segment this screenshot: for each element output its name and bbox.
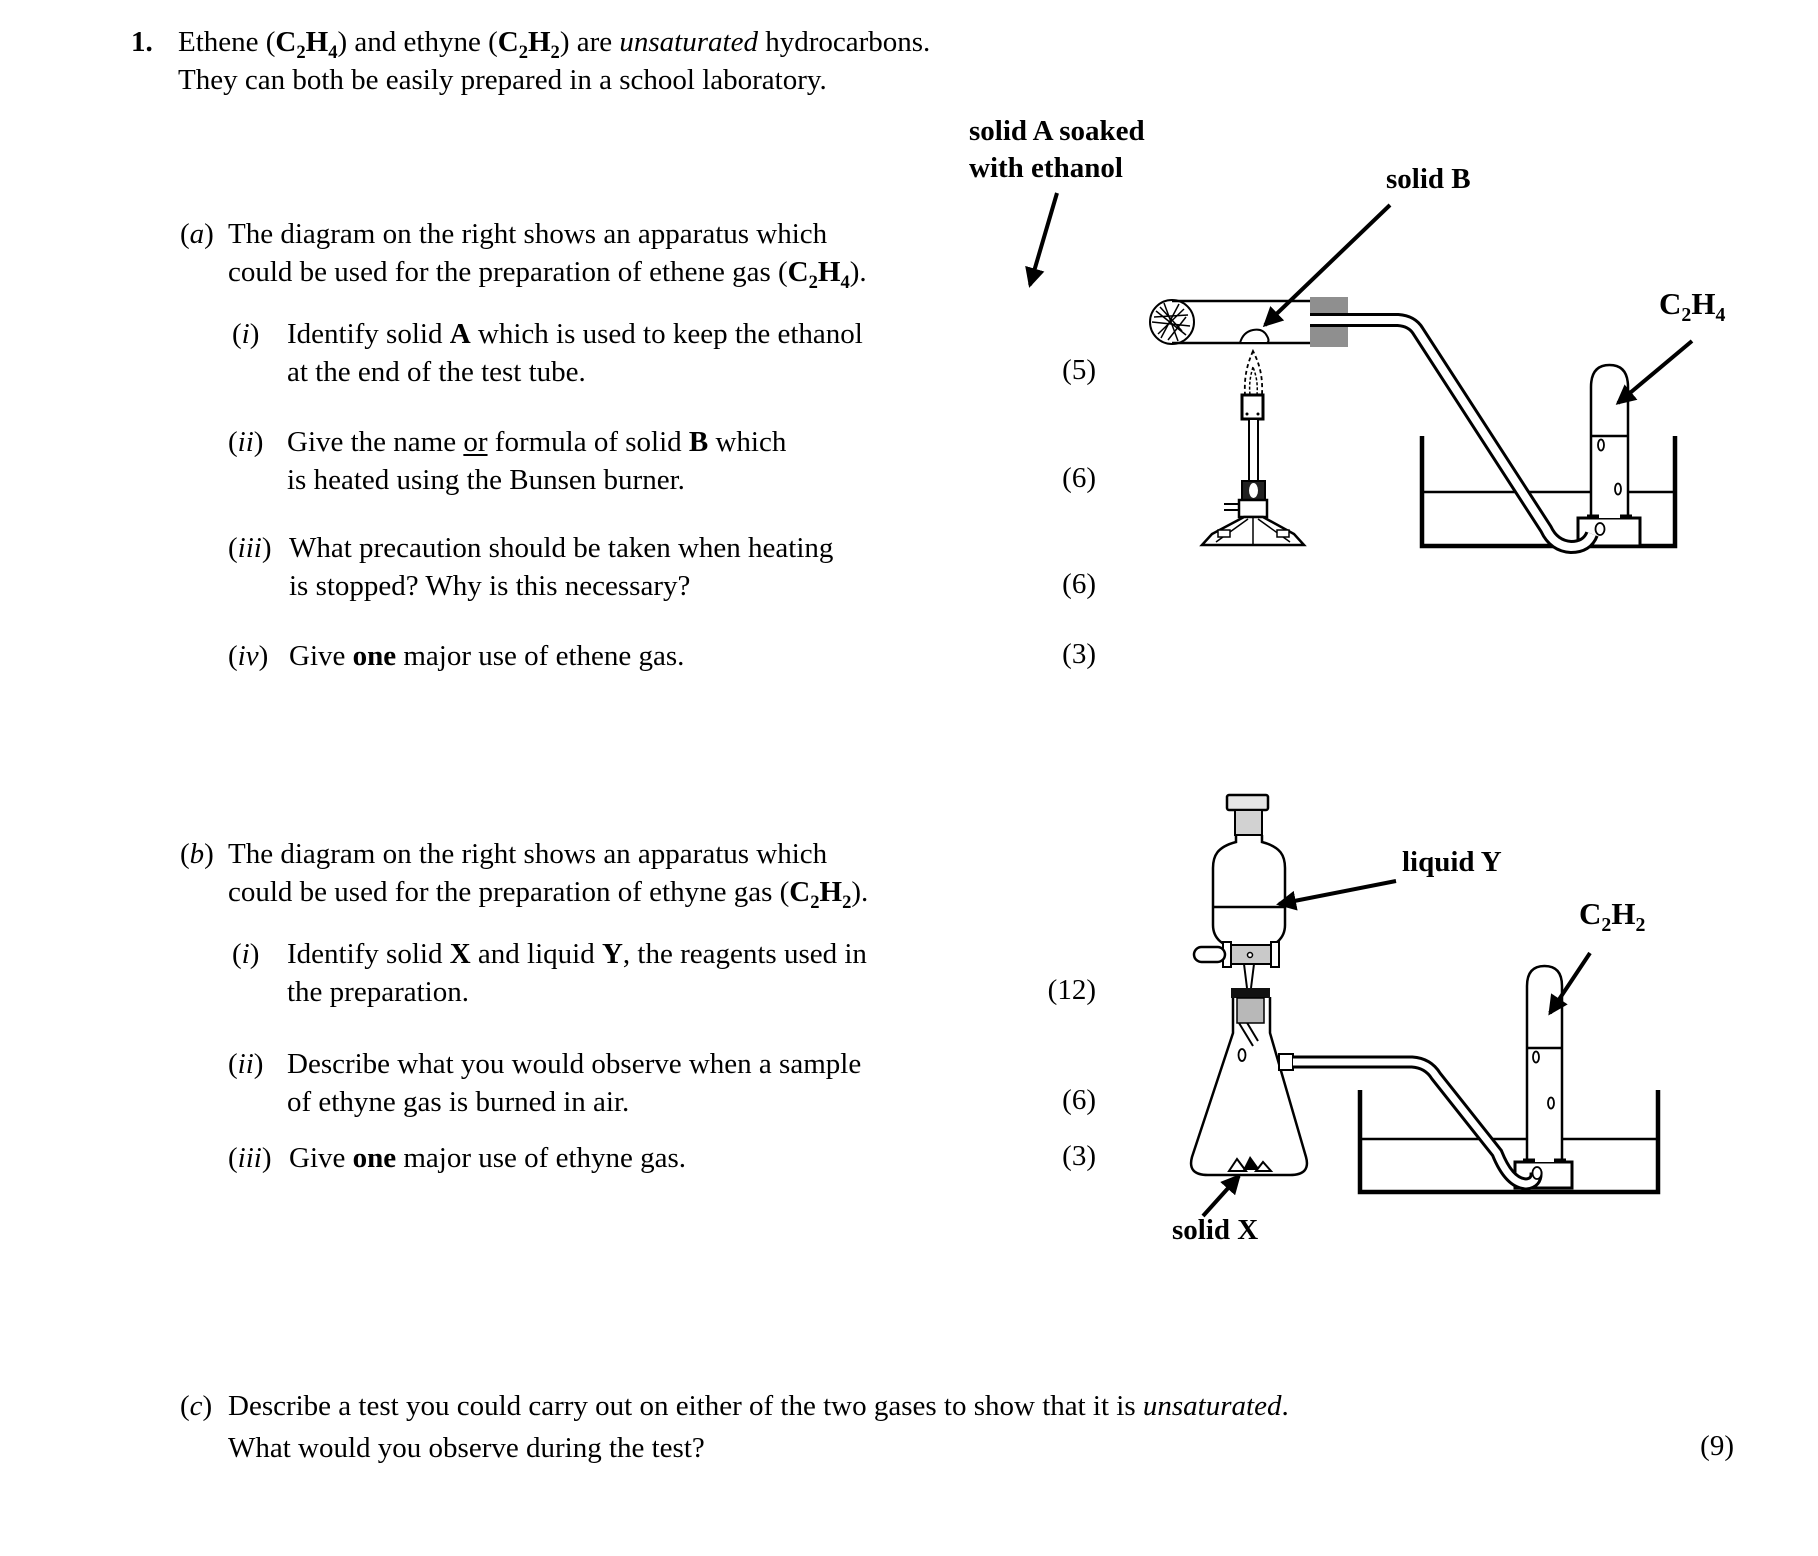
part-c-line-2: What would you observe during the test? [228, 1432, 705, 1464]
solid-x-arrow [1203, 1176, 1239, 1216]
solid-a-label-line-2: with ethanol [969, 152, 1123, 184]
part-b-line-2: could be used for the preparation of ethyne gas $(C_2H_2)$. [228, 876, 869, 913]
item-b-iii-line-1: Give one major use of ethyne gas. [289, 1142, 687, 1174]
ethene-gas-label: $C_2H_4$ [1659, 286, 1726, 327]
part-a-line-2: could be used for the preparation of ethene gas $(C_2H_4)$. [228, 256, 867, 293]
item-a-i-marks: (5) [1062, 354, 1096, 386]
item-b-ii-line-1: Describe what you would observe when a sample [287, 1048, 862, 1080]
item-a-ii-numeral: (ii) [228, 426, 264, 458]
item-a-ii-marks: (6) [1062, 462, 1096, 494]
question-number: 1. [131, 26, 153, 58]
delivery-tube [1310, 320, 1592, 547]
item-b-i-marks: (12) [1047, 974, 1096, 1006]
solid-x-label: solid X [1172, 1214, 1259, 1246]
liquid-y-label: liquid Y [1402, 846, 1502, 878]
dropping-funnel [1213, 835, 1285, 950]
intro-line-2: They can both be easily prepared in a school laboratory. [178, 64, 827, 96]
funnel-stem [1244, 964, 1254, 988]
gas-collection-tube [1587, 365, 1632, 518]
ethyne-gas-label: $C_2H_2$ [1579, 896, 1646, 937]
stopcock-handle [1194, 947, 1225, 962]
part-a-letter: (a) [180, 218, 214, 250]
item-a-i-line-1: Identify solid A which is used to keep the ethanol [287, 318, 863, 350]
item-b-ii-numeral: (ii) [228, 1048, 264, 1080]
item-b-i-numeral: (i) [232, 938, 260, 970]
ethene-gas-arrow [1618, 341, 1692, 403]
ethene-apparatus-diagram [950, 105, 1810, 585]
flask-bung [1231, 988, 1270, 1023]
item-b-iii-numeral: (iii) [228, 1142, 272, 1174]
part-c-marks: (9) [1700, 1430, 1734, 1462]
part-b-line-1: The diagram on the right shows an apparatus which [228, 838, 828, 870]
item-b-iii-marks: (3) [1062, 1140, 1096, 1172]
item-a-ii-line-1: Give the name or formula of solid B which [287, 426, 787, 458]
part-b-letter: (b) [180, 838, 214, 870]
item-a-iv-marks: (3) [1062, 638, 1096, 670]
solid-b-lump [1240, 330, 1269, 343]
flame [1245, 351, 1262, 395]
solid-a-arrow [1030, 193, 1057, 285]
stopcock [1194, 942, 1279, 967]
item-b-i-line-2: the preparation. [287, 976, 469, 1008]
part-a-line-1: The diagram on the right shows an apparatus which [228, 218, 828, 250]
solid-a-label-line-1: solid A soaked [969, 115, 1145, 147]
item-a-i-numeral: (i) [232, 318, 260, 350]
part-c-line-1: Describe a test you could carry out on either of the two gases to show that it is unsaturated. [228, 1390, 1289, 1422]
bunsen-burner [1202, 351, 1304, 545]
item-b-ii-marks: (6) [1062, 1084, 1096, 1116]
solid-b-label: solid B [1386, 163, 1471, 195]
item-b-i-line-1: Identify solid X and liquid Y, the reagents used in [287, 938, 867, 970]
delivery-tube [1293, 1062, 1536, 1184]
intro-line-1: Ethene $(C_2H_4)$ and ethyne $(C_2H_2)$ are unsaturated hydrocarbons. [178, 26, 931, 63]
item-a-ii-line-2: is heated using the Bunsen burner. [287, 464, 685, 496]
item-a-iv-numeral: (iv) [228, 640, 269, 672]
item-a-iii-line-2: is stopped? Why is this necessary? [289, 570, 691, 602]
item-b-ii-line-2: of ethyne gas is burned in air. [287, 1086, 630, 1118]
item-a-iv-line-1: Give one major use of ethene gas. [289, 640, 685, 672]
funnel-stopper [1227, 795, 1268, 835]
ethyne-apparatus-diagram [1140, 785, 1800, 1300]
liquid-y-arrow [1279, 881, 1396, 904]
side-arm-connector [1279, 1054, 1293, 1070]
part-c-letter: (c) [180, 1390, 213, 1422]
item-a-i-line-2: at the end of the test tube. [287, 356, 586, 388]
label-arrows [1030, 193, 1692, 403]
item-a-iii-numeral: (iii) [228, 532, 272, 564]
item-a-iii-line-1: What precaution should be taken when heating [289, 532, 834, 564]
item-a-iii-marks: (6) [1062, 568, 1096, 600]
